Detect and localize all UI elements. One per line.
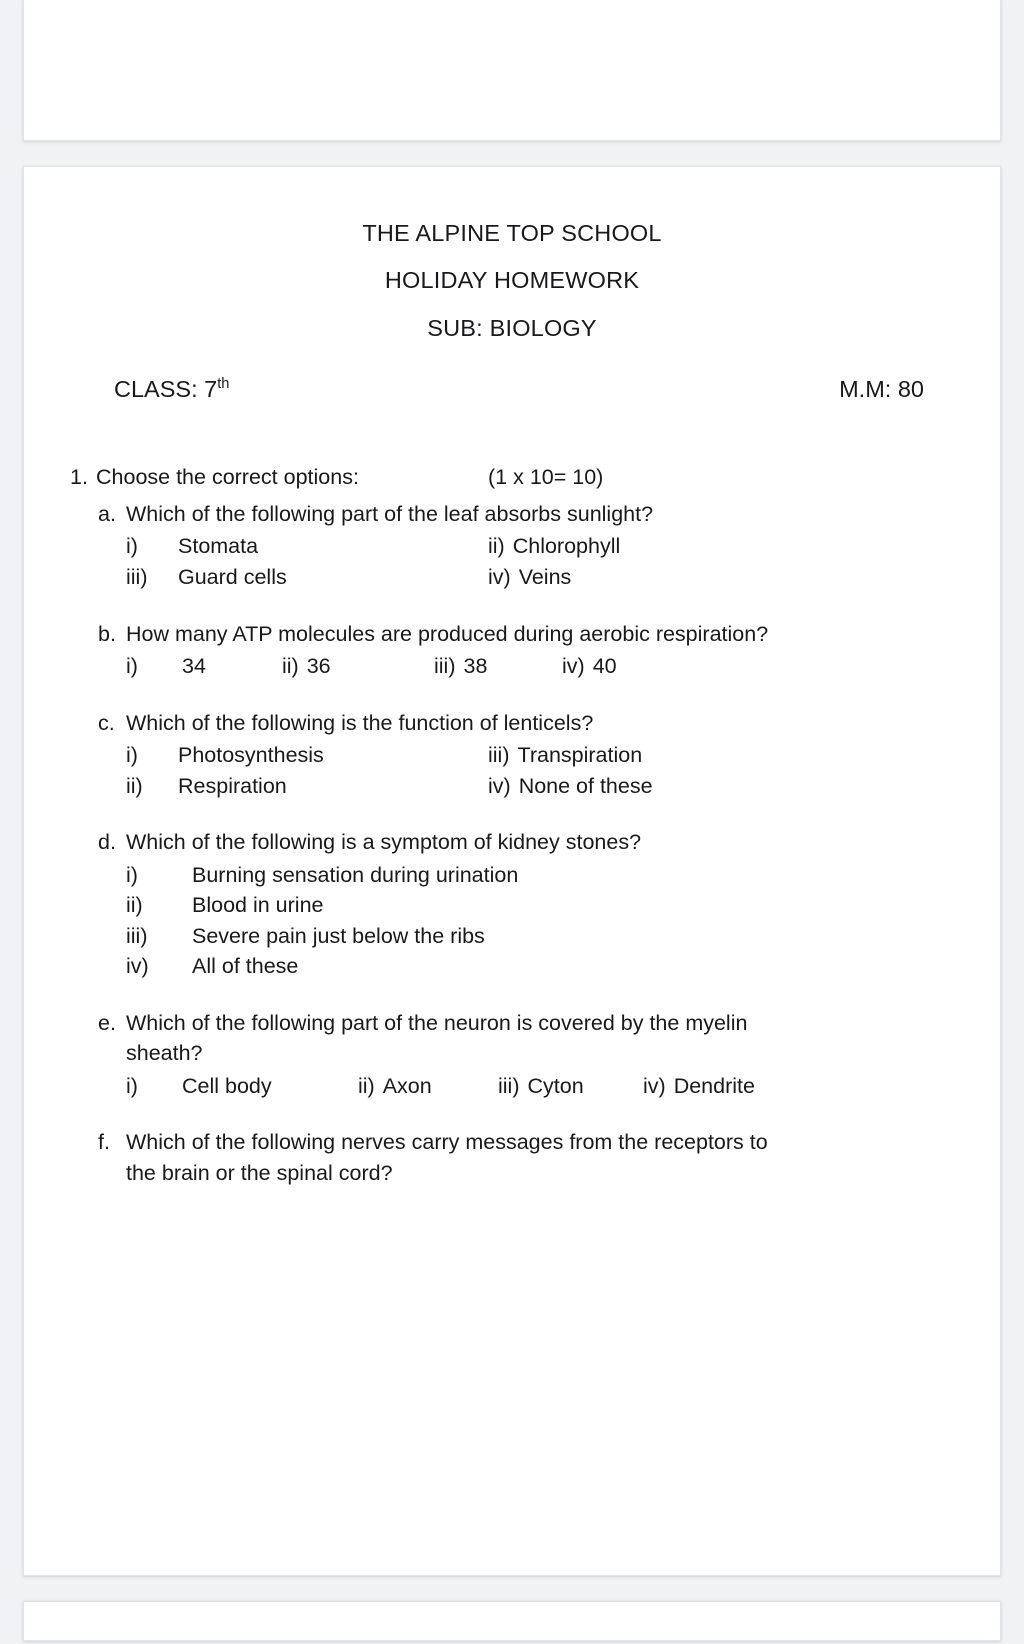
question-number: 1. (70, 465, 88, 490)
class-label (114, 373, 229, 406)
option-row (126, 562, 976, 593)
sub-question-d-heading (98, 827, 976, 858)
option-item (434, 651, 562, 682)
worksheet-body (48, 167, 976, 1188)
option-item (488, 771, 653, 802)
document-page-current (23, 166, 1001, 1576)
option-item (126, 531, 488, 562)
option-item (126, 651, 282, 682)
option-item (488, 562, 571, 593)
question-marks: (1 x 10= 10) (488, 465, 604, 490)
option-label: Respiration (178, 773, 287, 798)
option-label: Cyton (527, 1073, 584, 1098)
sub-question-f-text: Which of the following nerves carry messages from the receptors to the brain or the spinal cord? (126, 1130, 768, 1185)
option-label: None of these (518, 773, 653, 798)
option-item (126, 1071, 358, 1102)
sub-question-e-letter: e. (98, 1010, 116, 1035)
option-label: Axon (382, 1073, 432, 1098)
class-and-marks-row (48, 373, 976, 406)
option-label: Blood in urine (192, 893, 324, 918)
option-label: Stomata (178, 534, 259, 559)
sub-question-c (48, 708, 976, 802)
option-marker: iv) (643, 1073, 666, 1098)
option-row (126, 1071, 976, 1102)
option-marker: iv) (126, 954, 149, 979)
option-label: Cell body (182, 1073, 272, 1098)
option-marker: i) (126, 1073, 138, 1098)
option-item (126, 771, 488, 802)
sub-question-c-options (98, 740, 976, 801)
option-marker: iii) (498, 1073, 520, 1098)
class-label-text: CLASS: 7 (114, 376, 218, 403)
option-marker: iii) (488, 743, 510, 768)
document-page-previous (23, 0, 1001, 141)
option-label: Chlorophyll (512, 534, 621, 559)
option-label: 40 (592, 654, 617, 679)
option-item (126, 740, 488, 771)
option-label: Photosynthesis (178, 743, 324, 768)
sub-question-f-heading (98, 1127, 976, 1188)
option-item (126, 562, 488, 593)
option-row (126, 951, 976, 982)
option-marker: ii) (282, 654, 299, 679)
sub-question-b-text: How many ATP molecules are produced during aerobic respiration? (126, 621, 769, 646)
option-marker: i) (126, 654, 138, 679)
option-item (488, 531, 620, 562)
document-type: HOLIDAY HOMEWORK (384, 267, 640, 294)
sub-question-c-letter: c. (98, 710, 115, 735)
option-marker: iii) (126, 923, 148, 948)
option-label: Dendrite (673, 1073, 755, 1098)
option-row (126, 771, 976, 802)
sub-question-d-text: Which of the following is a symptom of kidney stones? (126, 830, 642, 855)
sub-question-c-text: Which of the following is the function of lenticels? (126, 710, 594, 735)
sub-question-b-options (98, 651, 976, 682)
sub-question-a-letter: a. (98, 501, 116, 526)
school-name: THE ALPINE TOP SCHOOL (362, 220, 662, 246)
sub-question-e-text: Which of the following part of the neuron is covered by the myelin sheath? (126, 1010, 748, 1066)
sub-question-c-heading (98, 708, 976, 739)
option-marker: i) (126, 534, 138, 559)
sub-question-a (48, 499, 976, 593)
option-label: Burning sensation during urination (192, 862, 519, 887)
option-marker: ii) (358, 1073, 375, 1098)
question-1-heading (48, 462, 976, 493)
option-item (498, 1071, 643, 1102)
option-marker: ii) (126, 773, 143, 798)
option-marker: ii) (488, 534, 505, 559)
option-item (643, 1071, 755, 1102)
option-label: 34 (182, 654, 206, 679)
page-separator (0, 1576, 1024, 1601)
option-row (126, 921, 976, 952)
document-page-next (23, 1601, 1001, 1641)
option-marker: ii) (126, 893, 143, 918)
option-row (126, 890, 976, 921)
option-marker: i) (126, 743, 138, 768)
option-marker: iv) (488, 773, 511, 798)
option-label: 38 (463, 654, 488, 679)
sub-question-d-options (98, 860, 976, 982)
option-marker: iv) (488, 564, 511, 589)
option-row (126, 531, 976, 562)
sub-question-d-letter: d. (98, 830, 116, 855)
subject-line: SUB: BIOLOGY (427, 314, 597, 341)
option-label: Veins (518, 564, 572, 589)
option-marker: iv) (562, 654, 585, 679)
sub-question-d (48, 827, 976, 982)
sub-question-e (48, 1008, 976, 1102)
sub-question-f (48, 1127, 976, 1188)
sub-question-b-letter: b. (98, 621, 116, 646)
sub-question-a-heading (98, 499, 976, 530)
option-label: 36 (306, 654, 331, 679)
option-label: Severe pain just below the ribs (192, 923, 485, 948)
option-row (126, 740, 976, 771)
max-marks-label: M.M: 80 (839, 376, 924, 403)
option-label: Transpiration (517, 743, 643, 768)
option-label: All of these (192, 954, 299, 979)
sub-question-b (48, 619, 976, 682)
question-text: Choose the correct options: (96, 465, 359, 490)
sub-question-e-options (98, 1071, 976, 1102)
option-item (488, 740, 642, 771)
option-label: Guard cells (178, 564, 287, 589)
option-item (282, 651, 434, 682)
option-item (562, 651, 617, 682)
option-row (126, 651, 976, 682)
option-marker: i) (126, 862, 138, 887)
sub-question-e-heading (98, 1008, 976, 1069)
sub-question-a-text: Which of the following part of the leaf absorbs sunlight? (126, 501, 654, 526)
option-item (358, 1071, 498, 1102)
option-marker: iii) (434, 654, 456, 679)
option-marker: iii) (126, 564, 148, 589)
sub-question-f-letter: f. (98, 1130, 110, 1155)
option-row (126, 860, 976, 891)
sub-question-b-heading (98, 619, 976, 650)
class-ordinal-suffix: th (217, 376, 230, 393)
sub-question-a-options (98, 531, 976, 592)
